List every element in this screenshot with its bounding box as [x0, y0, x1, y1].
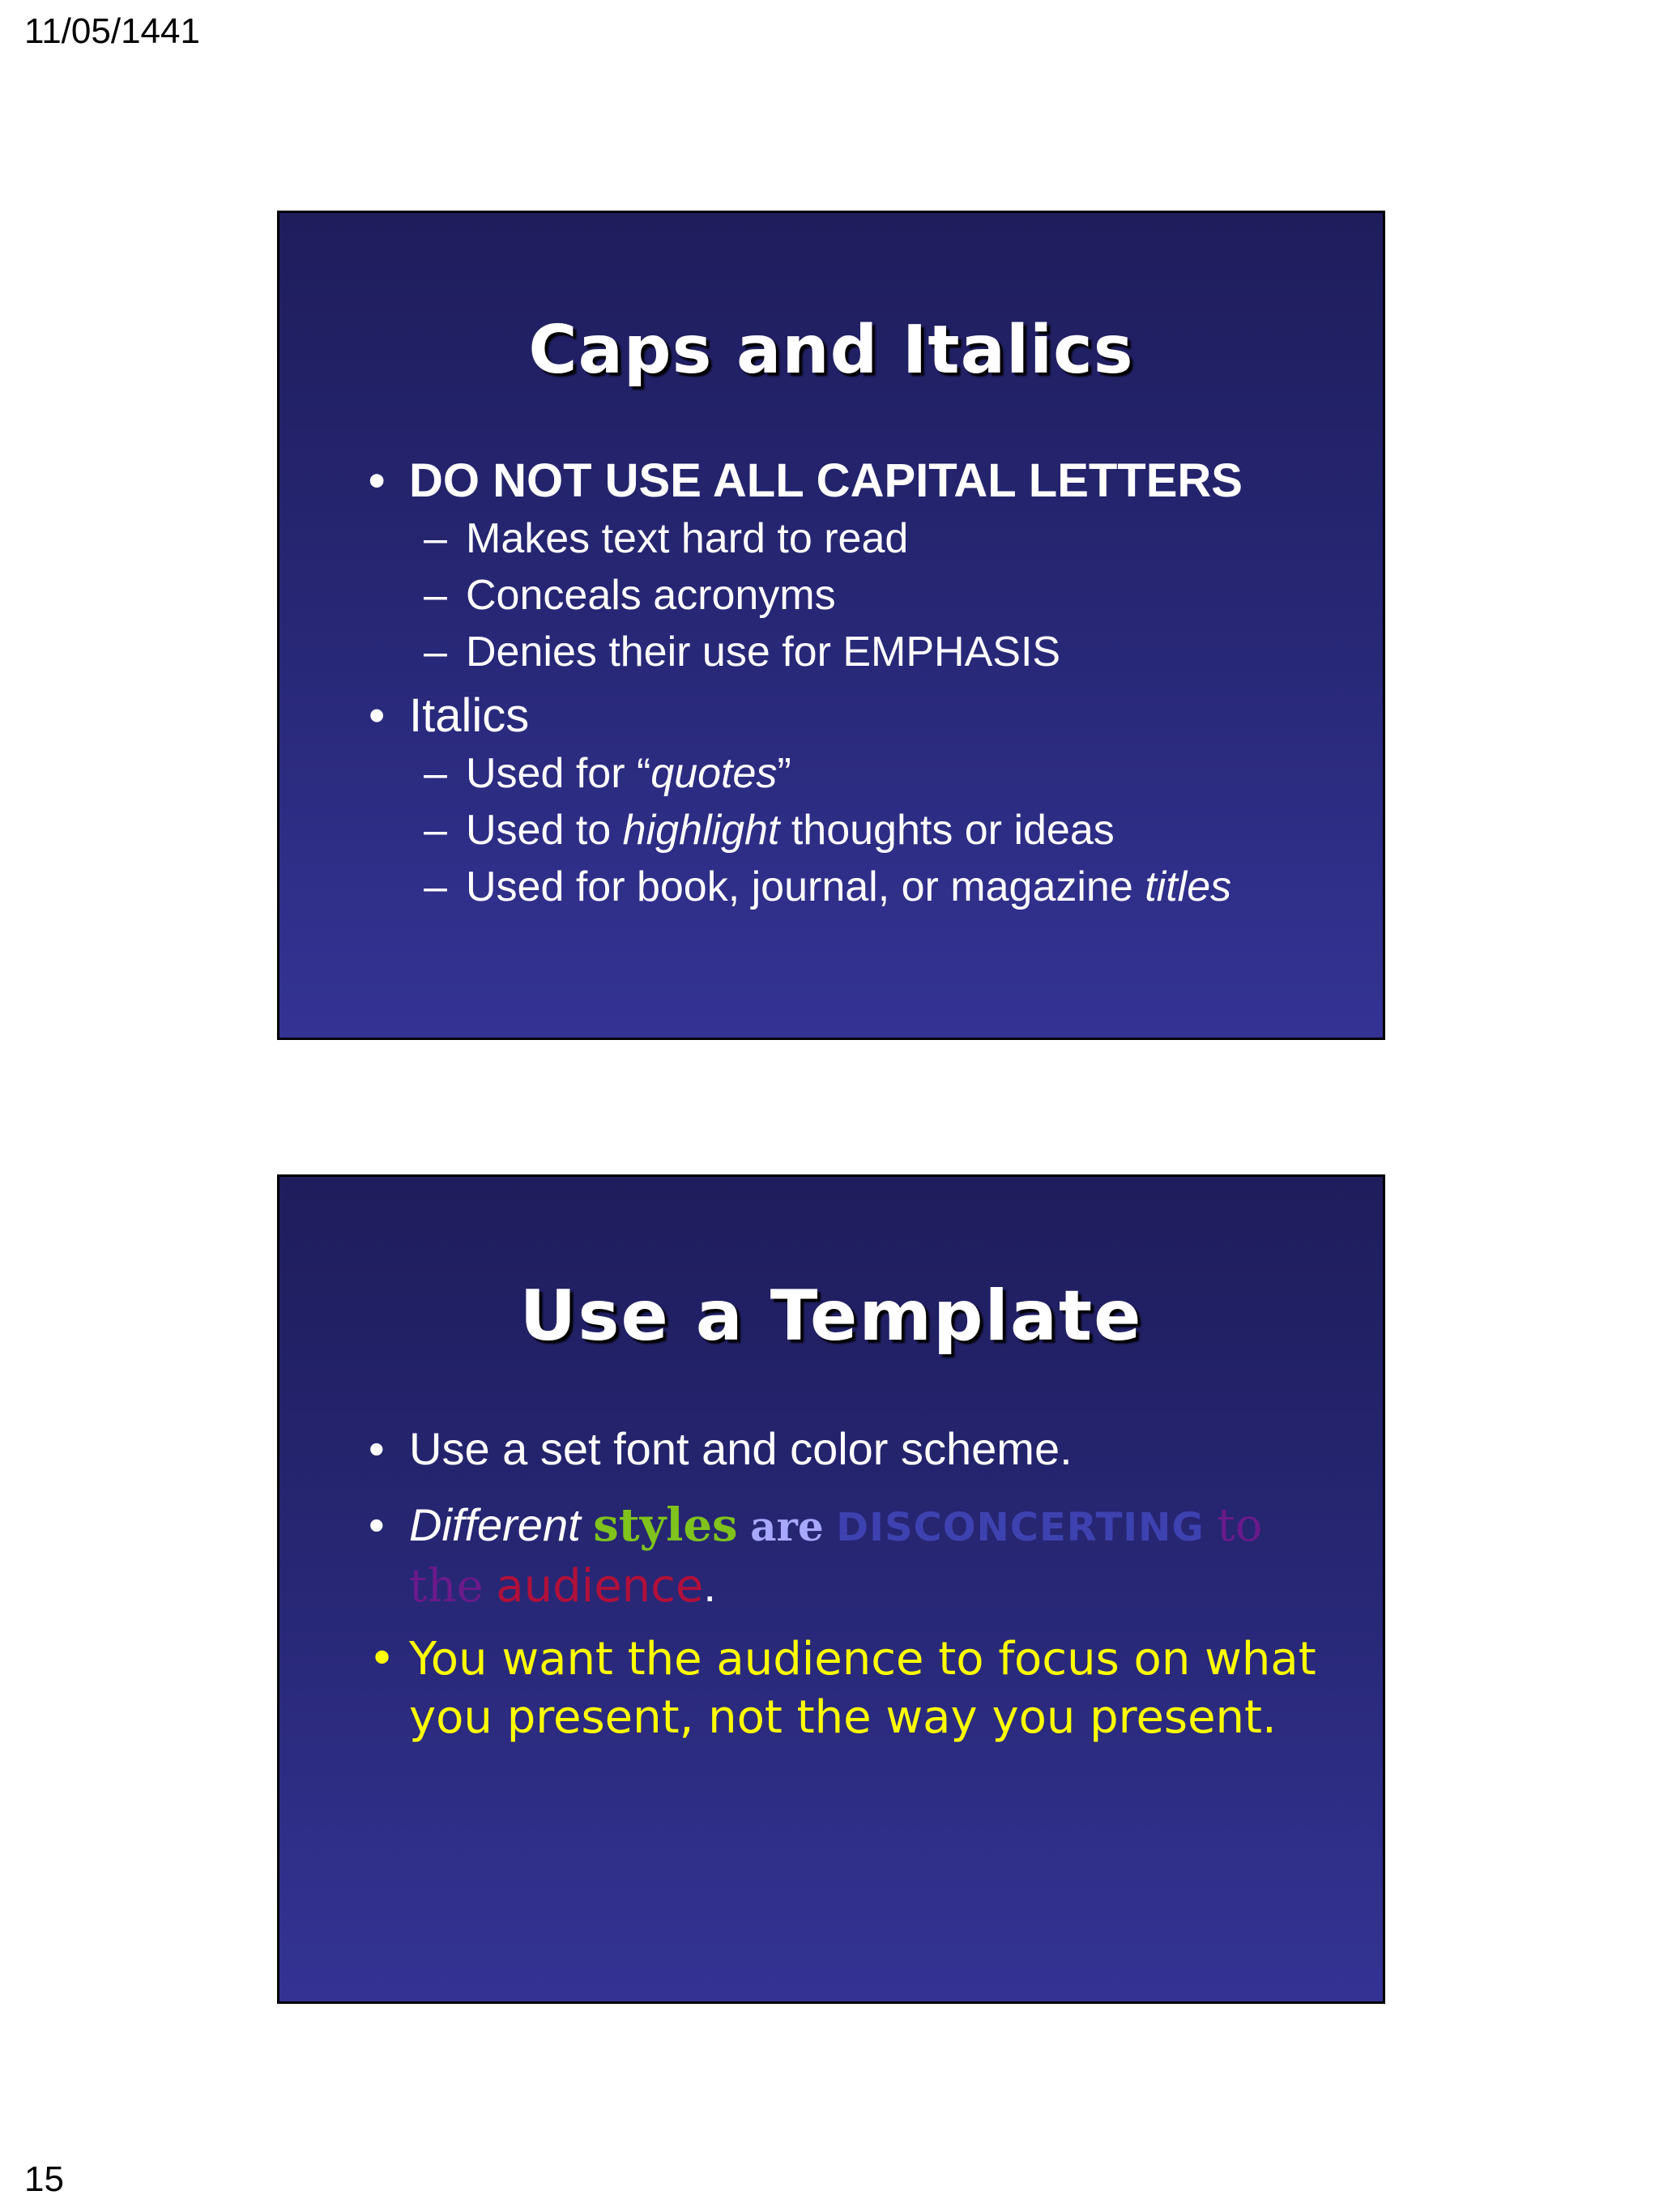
sub-bullet-item — [369, 745, 1350, 802]
italic-word: quotes — [650, 750, 778, 797]
styles-word: styles — [593, 1498, 738, 1552]
are-word: are — [750, 1502, 824, 1550]
sub-bullet-item — [369, 567, 1350, 624]
bullet-item — [369, 687, 1350, 745]
bullet-item — [369, 1420, 1350, 1478]
sub-bullet-item — [369, 624, 1350, 680]
audience-word: audience — [496, 1560, 704, 1613]
bullet-text: DO NOT USE ALL CAPITAL LETTERS — [409, 454, 1243, 507]
sub-bullet-prefix: Used for “ — [466, 750, 651, 797]
bullet-icon: • — [369, 1499, 385, 1550]
bullet-list — [369, 452, 1350, 915]
sub-bullet-text: Makes text hard to read — [466, 515, 909, 562]
bullet-item — [369, 1630, 1350, 1747]
bullet-text: You want the audience to focus on what you present, not the way you present. — [409, 1633, 1316, 1744]
dash-icon: – — [424, 807, 447, 854]
to-the-word: to the — [409, 1499, 1263, 1613]
sub-bullet-prefix: Used for book, journal, or magazine — [466, 863, 1145, 910]
bullet-icon: • — [369, 1633, 396, 1686]
disconcerting-word: DISCONCERTING — [836, 1505, 1205, 1550]
different-word: Different — [409, 1499, 581, 1550]
bullet-icon: • — [369, 689, 386, 742]
sub-bullet-text: Conceals acronyms — [466, 572, 836, 619]
dash-icon: – — [424, 515, 447, 562]
dash-icon: – — [424, 629, 447, 676]
dash-icon: – — [424, 572, 447, 619]
page-date: 11/05/1441 — [24, 11, 200, 51]
period: . — [703, 1560, 716, 1611]
bullet-item — [369, 1496, 1350, 1616]
sub-bullet-text: Denies their use for EMPHASIS — [466, 629, 1061, 676]
bullet-item — [369, 452, 1350, 510]
sub-bullet-suffix: ” — [777, 750, 791, 797]
sub-bullet-prefix: Used to — [466, 807, 623, 854]
italic-word: highlight — [622, 807, 780, 854]
sub-bullet-item — [369, 802, 1350, 859]
page-number: 15 — [24, 2159, 64, 2199]
slide-title: Caps and Italics — [528, 312, 1134, 389]
dash-icon: – — [424, 750, 447, 797]
sub-bullet-item — [369, 859, 1350, 915]
italic-word: titles — [1145, 863, 1232, 910]
sub-bullet-item — [369, 510, 1350, 567]
bullet-text: Use a set font and color scheme. — [409, 1423, 1073, 1474]
bullet-list — [369, 1420, 1350, 1747]
bullet-text: Italics — [409, 689, 530, 742]
slide-caps-and-italics — [277, 211, 1385, 1040]
sub-bullet-suffix: thoughts or ideas — [779, 807, 1115, 854]
dash-icon: – — [424, 863, 447, 910]
bullet-icon: • — [369, 454, 386, 507]
slide-title: Use a Template — [519, 1276, 1143, 1357]
bullet-icon: • — [369, 1423, 385, 1474]
slide-use-a-template — [277, 1174, 1385, 2004]
